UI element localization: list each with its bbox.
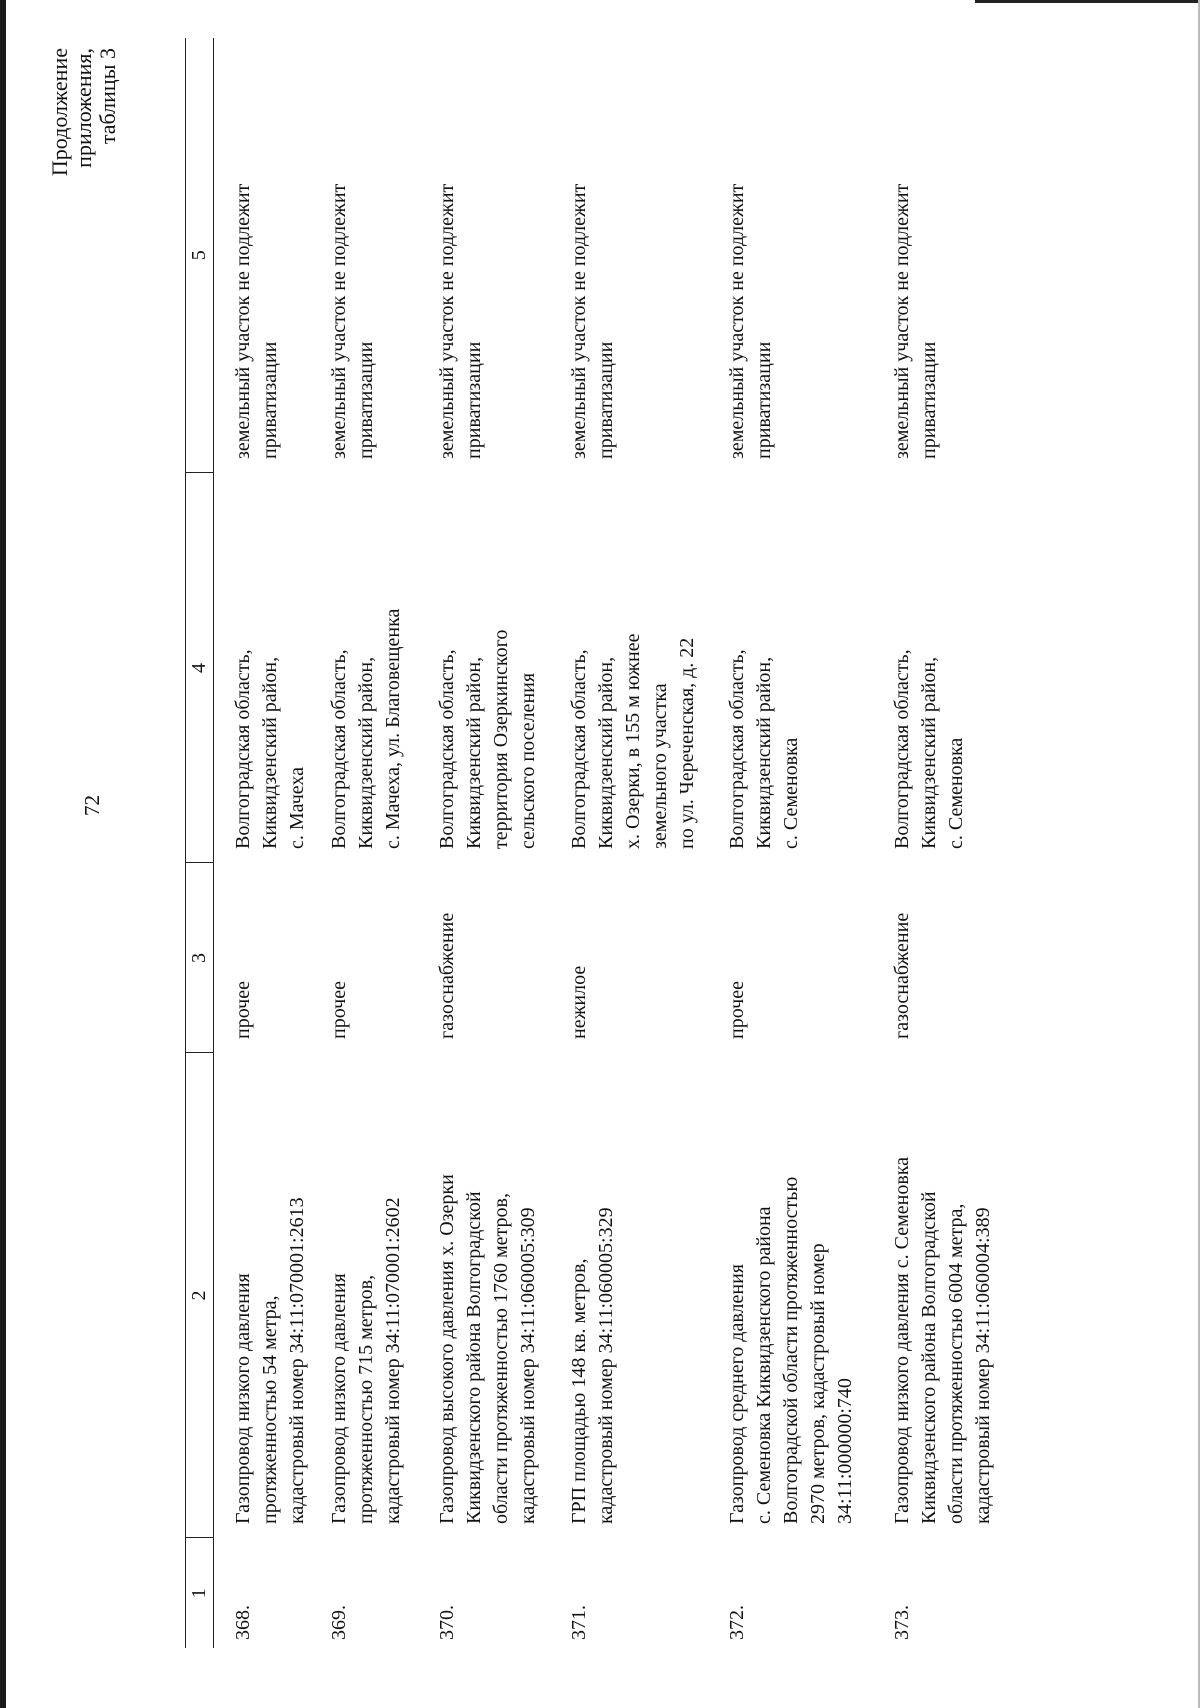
column-header: 1 [186, 1538, 214, 1648]
table-row [566, 38, 724, 1648]
table-row [214, 38, 326, 1648]
object-name: Газопровод низкого давления протяженностью 715 метров, кадастровый номер 34:11:070001:2602 [327, 1197, 404, 1524]
object-purpose: прочее [232, 981, 254, 1039]
object-note: земельный участок не подлежит приватизации [435, 183, 485, 459]
row-number: 370. [435, 1605, 458, 1640]
column-header: 3 [186, 863, 214, 1053]
object-purpose: газоснабжение [890, 912, 913, 1039]
object-note: земельный участок не подлежит приватизации [890, 183, 940, 459]
object-note: земельный участок не подлежит приватизации [725, 183, 775, 459]
object-address: Волгоградская область, Киквидзенский район, с. Мачеха, ул. Благовещенка [327, 608, 404, 849]
object-purpose: прочее [725, 981, 748, 1039]
page-number: 72 [80, 795, 104, 816]
property-table [185, 38, 1009, 1648]
object-note: земельный участок не подлежит приватизации [567, 183, 617, 459]
object-name: ГРП площадью 148 кв. метров, кадастровый номер 34:11:060005:329 [567, 1207, 617, 1524]
table-row [889, 38, 1009, 1648]
object-name: Газопровод высокого давления х. Озерки Киквидзенского района Волгоградской области протяженностью 1760 метров, кадастровый номер 34:11:060005:309 [435, 1174, 539, 1524]
table-header-row [186, 38, 214, 1648]
column-header: 5 [186, 38, 214, 473]
object-address: Волгоградская область, Киквидзенский район, с. Семеновка [725, 649, 802, 849]
table-row [724, 38, 889, 1648]
continuation-note: Продолжение приложения, таблицы 3 [47, 48, 120, 177]
column-header: 2 [186, 1053, 214, 1538]
row-number: 369. [327, 1605, 350, 1640]
object-name: Газопровод низкого давления протяженностью 54 метра, кадастровый номер 34:11:070001:2613 [232, 1197, 308, 1524]
object-address: Волгоградская область, Киквидзенский район, с. Мачеха [232, 649, 308, 849]
table-row [326, 38, 434, 1648]
object-purpose: нежилое [567, 965, 590, 1039]
object-purpose: газоснабжение [435, 912, 458, 1039]
object-address: Волгоградская область, Киквидзенский район, с. Семеновка [890, 649, 967, 849]
object-name: Газопровод низкого давления с. Семеновка Киквидзенского района Волгоградской области протяженностью 6004 метра, кадастровый номер 34:11:060004:389 [890, 1156, 994, 1524]
object-name: Газопровод среднего давления с. Семеновка Киквидзенского района Волгоградской области протяженностью 2970 метров, кадастровый номер 34:11:000000:740 [725, 1176, 856, 1524]
table-row [434, 38, 566, 1648]
row-number: 373. [890, 1605, 913, 1640]
object-address: Волгоградская область, Киквидзенский район, х. Озерки, в 155 м южнее земельного участка по ул. Череченская, д. 22 [567, 633, 698, 849]
object-note: земельный участок не подлежит приватизации [327, 183, 377, 459]
row-number: 372. [725, 1605, 748, 1640]
row-number: 368. [232, 1605, 254, 1640]
object-purpose: прочее [327, 981, 350, 1039]
object-address: Волгоградская область, Киквидзенский район, территория Озеркинского сельского поселения [435, 629, 539, 849]
column-header: 4 [186, 473, 214, 863]
object-note: земельный участок не подлежит приватизации [232, 183, 281, 459]
row-number: 371. [567, 1605, 590, 1640]
